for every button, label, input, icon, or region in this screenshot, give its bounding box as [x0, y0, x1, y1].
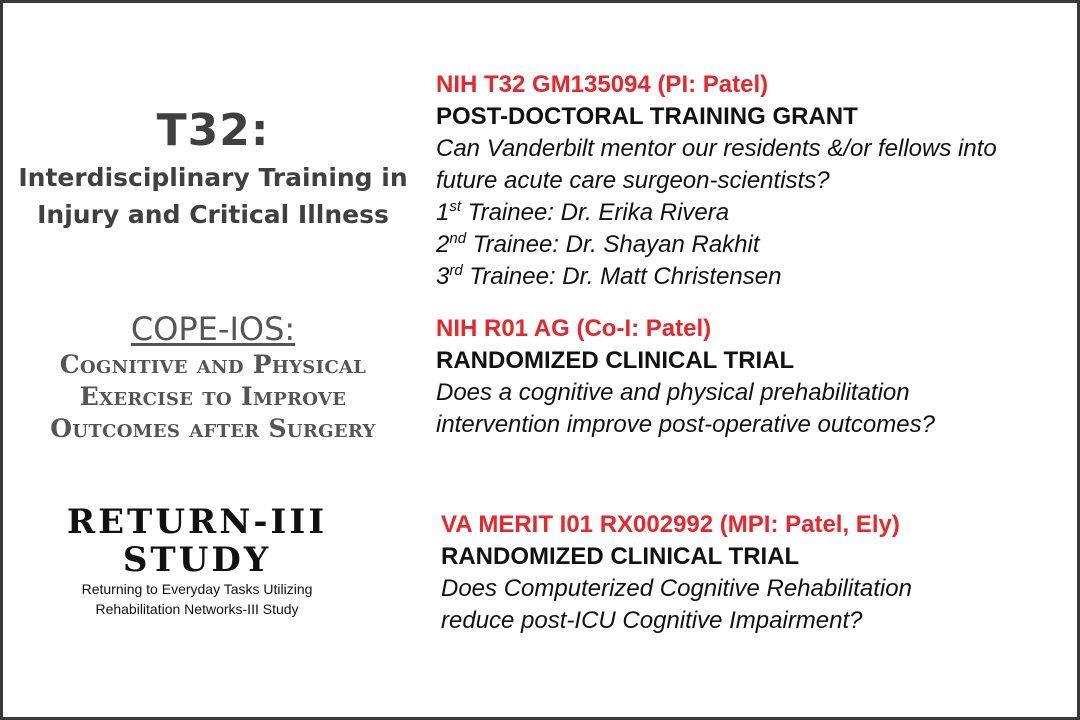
return-grant-type: RANDOMIZED CLINICAL TRIAL: [441, 543, 800, 570]
t32-title: T32:: [156, 105, 270, 156]
return-question-line2: reduce post-ICU Cognitive Impairment?: [441, 607, 863, 634]
trainee-3-num: 3: [436, 263, 450, 290]
cope-heading-block: [3, 309, 423, 445]
trainee-3: [436, 261, 1076, 293]
cope-subtitle-line2: Exercise to Improve: [79, 382, 347, 411]
trainee-1-num: 1: [436, 199, 450, 226]
t32-question-line1: Can Vanderbilt mentor our residents &/or fellows into: [436, 135, 997, 162]
cope-subtitle-line1: Cognitive and Physical: [59, 350, 367, 379]
cope-subtitle-line3: Outcomes after Surgery: [50, 414, 376, 443]
return-details: [441, 509, 1080, 637]
return-title-line1: RETURN-III: [66, 502, 328, 542]
trainee-2-num: 2: [436, 231, 450, 258]
cope-question-line1: Does a cognitive and physical prehabilitation: [436, 379, 910, 406]
return-question-line1: Does Computerized Cognitive Rehabilitation: [441, 575, 912, 602]
t32-subtitle-line1: Interdisciplinary Training in: [18, 163, 408, 192]
trainee-1: [436, 197, 1076, 229]
t32-grant: NIH T32 GM135094 (PI: Patel): [436, 71, 769, 98]
trainee-3-text: Trainee: Dr. Matt Christensen: [462, 263, 782, 290]
cope-grant-type: RANDOMIZED CLINICAL TRIAL: [436, 347, 795, 374]
return-grant: VA MERIT I01 RX002992 (MPI: Patel, Ely): [441, 511, 900, 538]
cope-title: COPE-IOS:: [130, 310, 296, 348]
return-heading-block: [3, 503, 391, 619]
trainee-2-text: Trainee: Dr. Shayan Rakhit: [466, 231, 760, 258]
return-subtitle-line2: Rehabilitation Networks-III Study: [95, 601, 299, 617]
t32-details: [436, 69, 1076, 293]
trainee-3-suffix: rd: [449, 262, 463, 279]
trainee-2-suffix: nd: [449, 230, 467, 247]
t32-question-line2: future acute care surgeon-scientists?: [436, 167, 830, 194]
trainee-1-suffix: st: [449, 198, 462, 215]
t32-heading-block: [3, 103, 423, 233]
return-subtitle-line1: Returning to Everyday Tasks Utilizing: [81, 581, 313, 597]
t32-grant-type: POST-DOCTORAL TRAINING GRANT: [436, 103, 858, 130]
t32-subtitle-line2: Injury and Critical Illness: [37, 200, 389, 229]
cope-details: [436, 313, 1076, 441]
cope-question-line2: intervention improve post-operative outcomes?: [436, 411, 935, 438]
cope-grant: NIH R01 AG (Co-I: Patel): [436, 315, 712, 342]
trainee-2: [436, 229, 1076, 261]
return-title-line2: STUDY: [122, 540, 272, 580]
trainee-1-text: Trainee: Dr. Erika Rivera: [461, 199, 730, 226]
